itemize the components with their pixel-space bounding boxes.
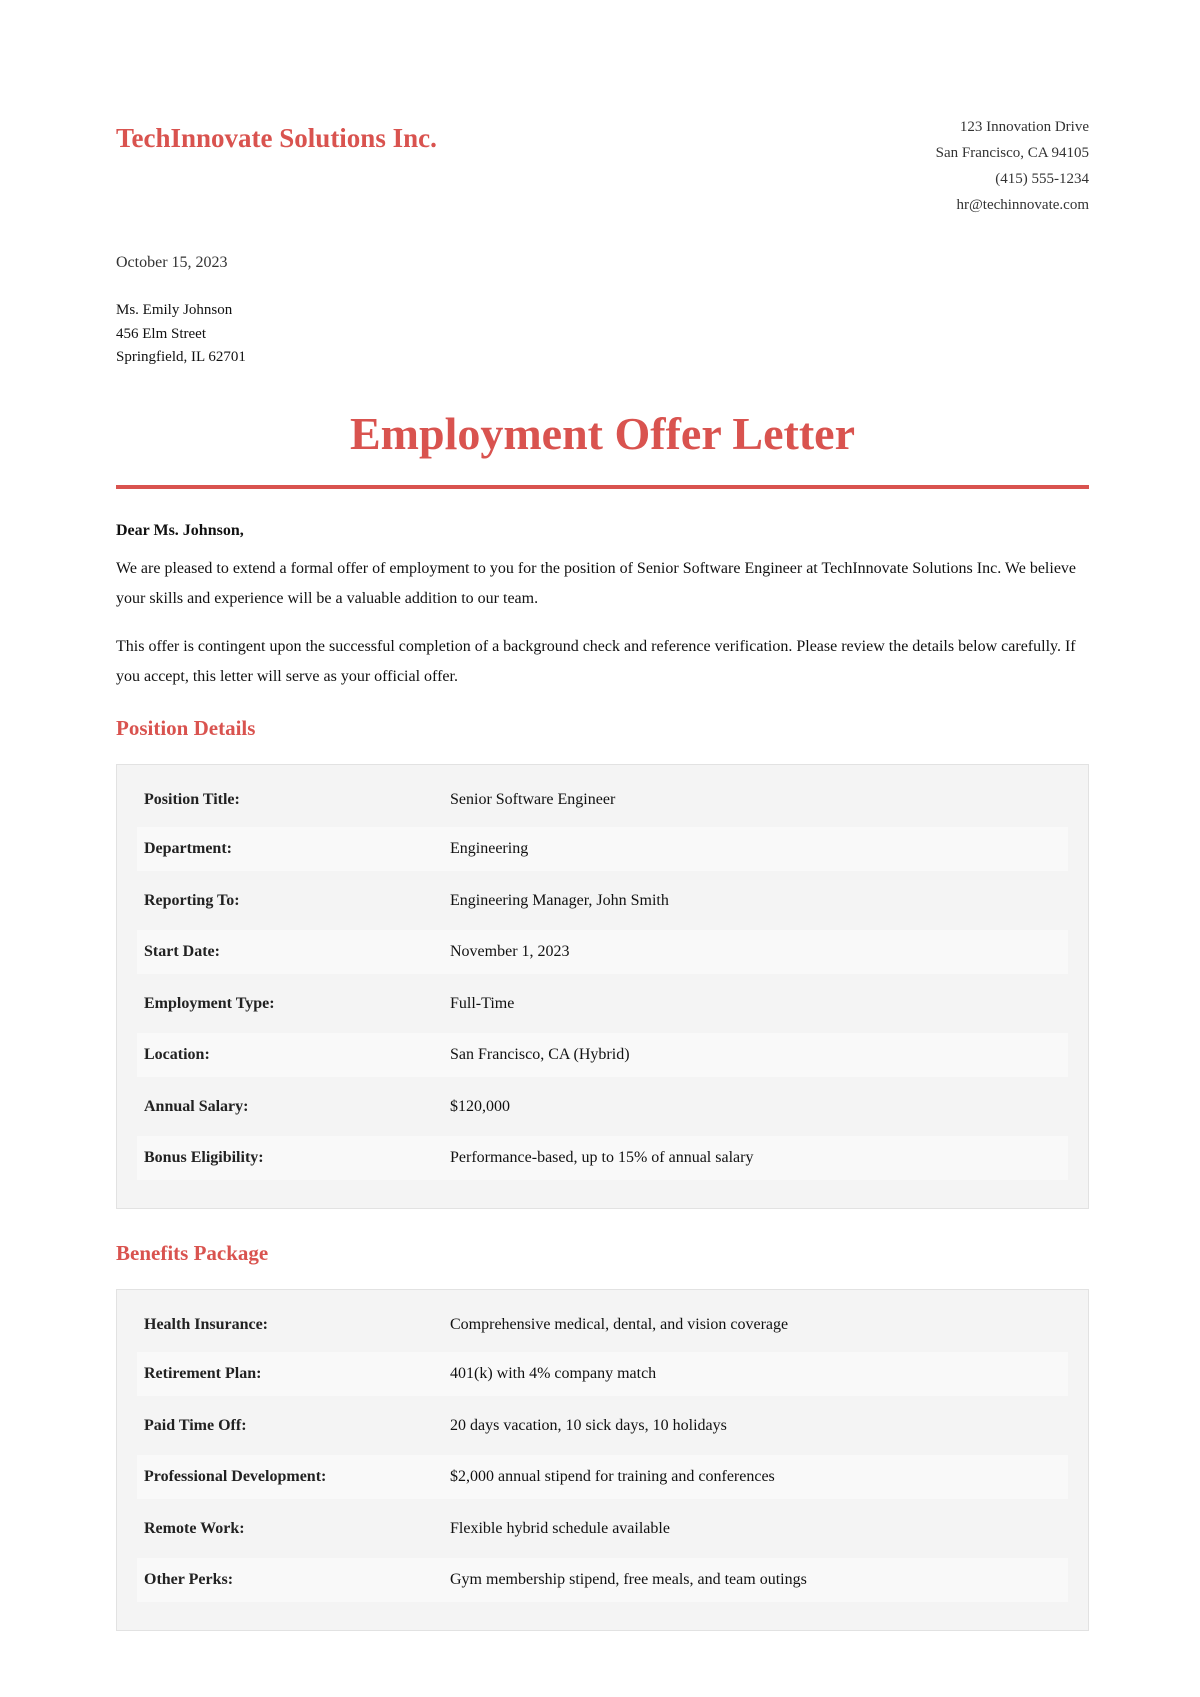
detail-value: Flexible hybrid schedule available <box>450 1519 670 1537</box>
position-details-box <box>116 764 1089 1209</box>
detail-label: Professional Development: <box>144 1468 327 1486</box>
detail-row <box>137 1352 1068 1396</box>
recipient-name: Ms. Emily Johnson <box>116 302 233 318</box>
salutation: Dear Ms. Johnson, <box>116 522 244 540</box>
detail-value: Engineering Manager, John Smith <box>450 891 669 909</box>
company-contact <box>936 114 1089 218</box>
detail-value: Full-Time <box>450 994 515 1012</box>
detail-value: $2,000 annual stipend for training and conferences <box>450 1468 775 1486</box>
detail-value: Senior Software Engineer <box>450 791 616 809</box>
detail-value: Gym membership stipend, free meals, and team outings <box>450 1571 807 1589</box>
detail-row <box>137 1077 1068 1136</box>
company-address-line2: San Francisco, CA 94105 <box>935 145 1089 161</box>
company-email: hr@techinnovate.com <box>956 197 1089 213</box>
detail-value: 401(k) with 4% company match <box>450 1365 657 1383</box>
company-address-line1: 123 Innovation Drive <box>959 119 1089 135</box>
detail-row <box>137 1033 1068 1077</box>
document-title: Employment Offer Letter <box>350 407 855 459</box>
detail-label: Start Date: <box>144 943 220 961</box>
detail-row <box>137 1558 1068 1602</box>
detail-row <box>137 1455 1068 1499</box>
contingency-paragraph: This offer is contingent upon the successful completion of a background check and reference verification. Please review the details below carefully. If you accept, this letter will serve as your official offer. <box>116 638 1076 686</box>
detail-label: Retirement Plan: <box>144 1365 262 1383</box>
detail-value: Performance-based, up to 15% of annual salary <box>450 1149 754 1167</box>
detail-label: Remote Work: <box>144 1519 245 1537</box>
detail-label: Other Perks: <box>144 1571 234 1589</box>
detail-value: San Francisco, CA (Hybrid) <box>450 1046 630 1064</box>
benefits-package-box <box>116 1289 1089 1631</box>
recipient-street: 456 Elm Street <box>116 325 206 342</box>
detail-label: Location: <box>144 1046 210 1064</box>
intro-paragraph: We are pleased to extend a formal offer of employment to you for the position of Senior Software Engineer at TechInnovate Solutions Inc. We believe your skills and experience will be a valuable addition to our team. <box>116 560 1077 608</box>
recipient-city: Springfield, IL 62701 <box>116 349 246 365</box>
offer-letter-page <box>116 0 1089 1631</box>
detail-row <box>137 1499 1068 1558</box>
company-name: TechInnovate Solutions Inc. <box>116 123 437 153</box>
detail-value: 20 days vacation, 10 sick days, 10 holidays <box>450 1416 727 1434</box>
detail-row <box>137 1136 1068 1180</box>
benefits-package-heading: Benefits Package <box>116 1241 269 1266</box>
detail-value: $120,000 <box>450 1097 510 1115</box>
letterhead <box>116 112 1089 218</box>
detail-label: Reporting To: <box>144 891 240 909</box>
detail-row <box>137 1310 1068 1352</box>
detail-row <box>137 871 1068 930</box>
detail-row <box>137 785 1068 827</box>
detail-label: Paid Time Off: <box>144 1416 247 1434</box>
detail-row <box>137 827 1068 871</box>
detail-label: Department: <box>144 840 232 858</box>
detail-label: Employment Type: <box>144 994 275 1012</box>
detail-value: Comprehensive medical, dental, and vision coverage <box>450 1316 789 1334</box>
detail-label: Position Title: <box>144 791 240 809</box>
detail-label: Annual Salary: <box>144 1097 249 1115</box>
title-divider <box>116 485 1089 489</box>
detail-label: Bonus Eligibility: <box>144 1149 264 1167</box>
company-phone: (415) 555-1234 <box>995 171 1089 187</box>
recipient-address <box>116 299 1089 370</box>
letter-date: October 15, 2023 <box>116 254 228 271</box>
detail-label: Health Insurance: <box>144 1316 268 1334</box>
position-details-heading: Position Details <box>116 716 256 741</box>
detail-row <box>137 930 1068 974</box>
detail-row <box>137 1396 1068 1455</box>
detail-value: Engineering <box>450 840 529 858</box>
detail-row <box>137 974 1068 1033</box>
detail-value: November 1, 2023 <box>450 943 570 961</box>
